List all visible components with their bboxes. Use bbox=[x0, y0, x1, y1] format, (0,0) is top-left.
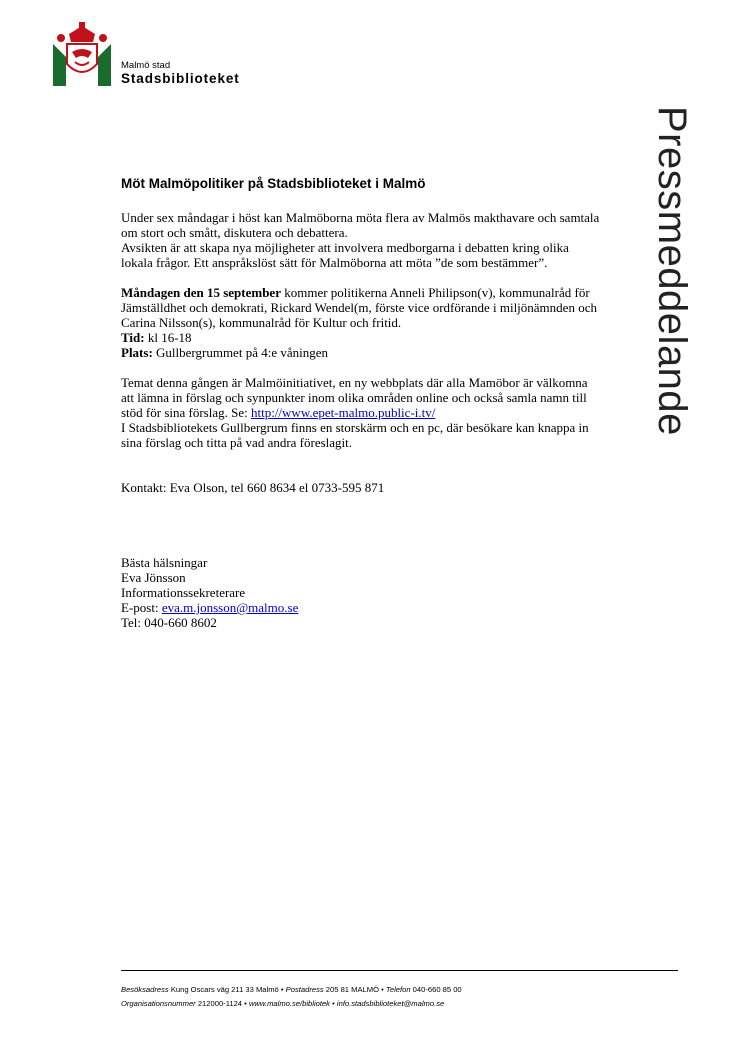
footer-line-1 bbox=[121, 983, 462, 997]
place-label: Plats: bbox=[121, 345, 153, 360]
footer-divider bbox=[121, 970, 678, 971]
article-title: Möt Malmöpolitiker på Stadsbiblioteket i Malmö bbox=[121, 176, 426, 191]
separator: • bbox=[244, 999, 247, 1008]
phone-value: 040-660 85 00 bbox=[412, 985, 462, 994]
place-value: Gullbergrummet på 4:e våningen bbox=[156, 345, 328, 360]
time-label: Tid: bbox=[121, 330, 145, 345]
contact-line: Kontakt: Eva Olson, tel 660 8634 el 0733-595 871 bbox=[121, 480, 385, 495]
event-paragraph bbox=[121, 285, 601, 330]
post-label: Postadress bbox=[285, 985, 324, 994]
email-link[interactable]: eva.m.jonsson@malmo.se bbox=[161, 600, 299, 615]
post-value: 205 81 MALMÖ bbox=[325, 985, 379, 994]
theme-paragraph bbox=[121, 375, 601, 420]
orgnr-value: 212000-1124 bbox=[197, 999, 243, 1008]
phone-label: Telefon bbox=[385, 985, 411, 994]
signature-phone: Tel: 040-660 8602 bbox=[121, 615, 217, 630]
event-description: kommer politikerna Anneli Philipson(v), kommunalråd för Jämställdhet och demokrati, Rickard Wendel(m, förste vice ordförande i miljönämnden och Carina Nilsson(s), kommunalråd för Kultur och fritid. bbox=[121, 285, 597, 330]
gallery-paragraph: I Stadsbibliotekets Gullbergrum finns en storskärm och en pc, där besökare kan knappa in sina förslag och titta på vad andra föreslagit. bbox=[121, 420, 589, 450]
theme-text: Temat denna gången är Malmöinitiativet, en ny webbplats där alla Mamöbor är välkomna att lämna in förslag och synpunkter inom olika områden online och också samla namn till stöd för sina förslag. Se: bbox=[121, 375, 588, 420]
visit-label: Besöksadress bbox=[121, 985, 169, 994]
article-body bbox=[121, 210, 601, 630]
intro-paragraph-2: Avsikten är att skapa nya möjligheter att involvera medborgarna i debatten kring olika lokala frågor. Ett anspråkslöst sätt för Malmöborna att möta ”de som bestämmer”. bbox=[121, 240, 569, 270]
time-value: kl 16-18 bbox=[147, 330, 192, 345]
orgnr-label: Organisationsnummer bbox=[121, 999, 196, 1008]
org-library: Stadsbiblioteket bbox=[121, 71, 240, 86]
email-label: E-post: bbox=[121, 600, 159, 615]
org-city: Malmö stad bbox=[121, 60, 171, 71]
footer-web[interactable]: www.malmo.se/bibliotek bbox=[248, 999, 330, 1008]
footer-line-2 bbox=[121, 997, 462, 1011]
footer bbox=[121, 983, 462, 1011]
event-place bbox=[121, 345, 601, 360]
signature-role: Informationssekreterare bbox=[121, 585, 246, 600]
footer-email[interactable]: info.stadsbiblioteket@malmo.se bbox=[336, 999, 445, 1008]
organization-name bbox=[121, 60, 240, 87]
theme-link[interactable]: http://www.epet-malmo.public-i.tv/ bbox=[250, 405, 436, 420]
event-time bbox=[121, 330, 601, 345]
malmo-coat-of-arms-icon bbox=[53, 22, 111, 86]
visit-value: Kung Oscars väg 211 33 Malmö bbox=[170, 985, 279, 994]
separator: • bbox=[280, 985, 284, 994]
signature-name: Eva Jönsson bbox=[121, 570, 186, 585]
event-date: Måndagen den 15 september bbox=[121, 285, 281, 300]
signature-greeting: Bästa hälsningar bbox=[121, 555, 208, 570]
separator: • bbox=[381, 985, 384, 994]
signature-email bbox=[121, 600, 601, 615]
press-release-label: Pressmeddelande bbox=[650, 106, 694, 436]
separator: • bbox=[332, 999, 335, 1008]
intro-paragraph-1: Under sex måndagar i höst kan Malmöborna möta flera av Malmös makthavare och samtala om stort och smått, diskutera och debattera. bbox=[121, 210, 600, 240]
